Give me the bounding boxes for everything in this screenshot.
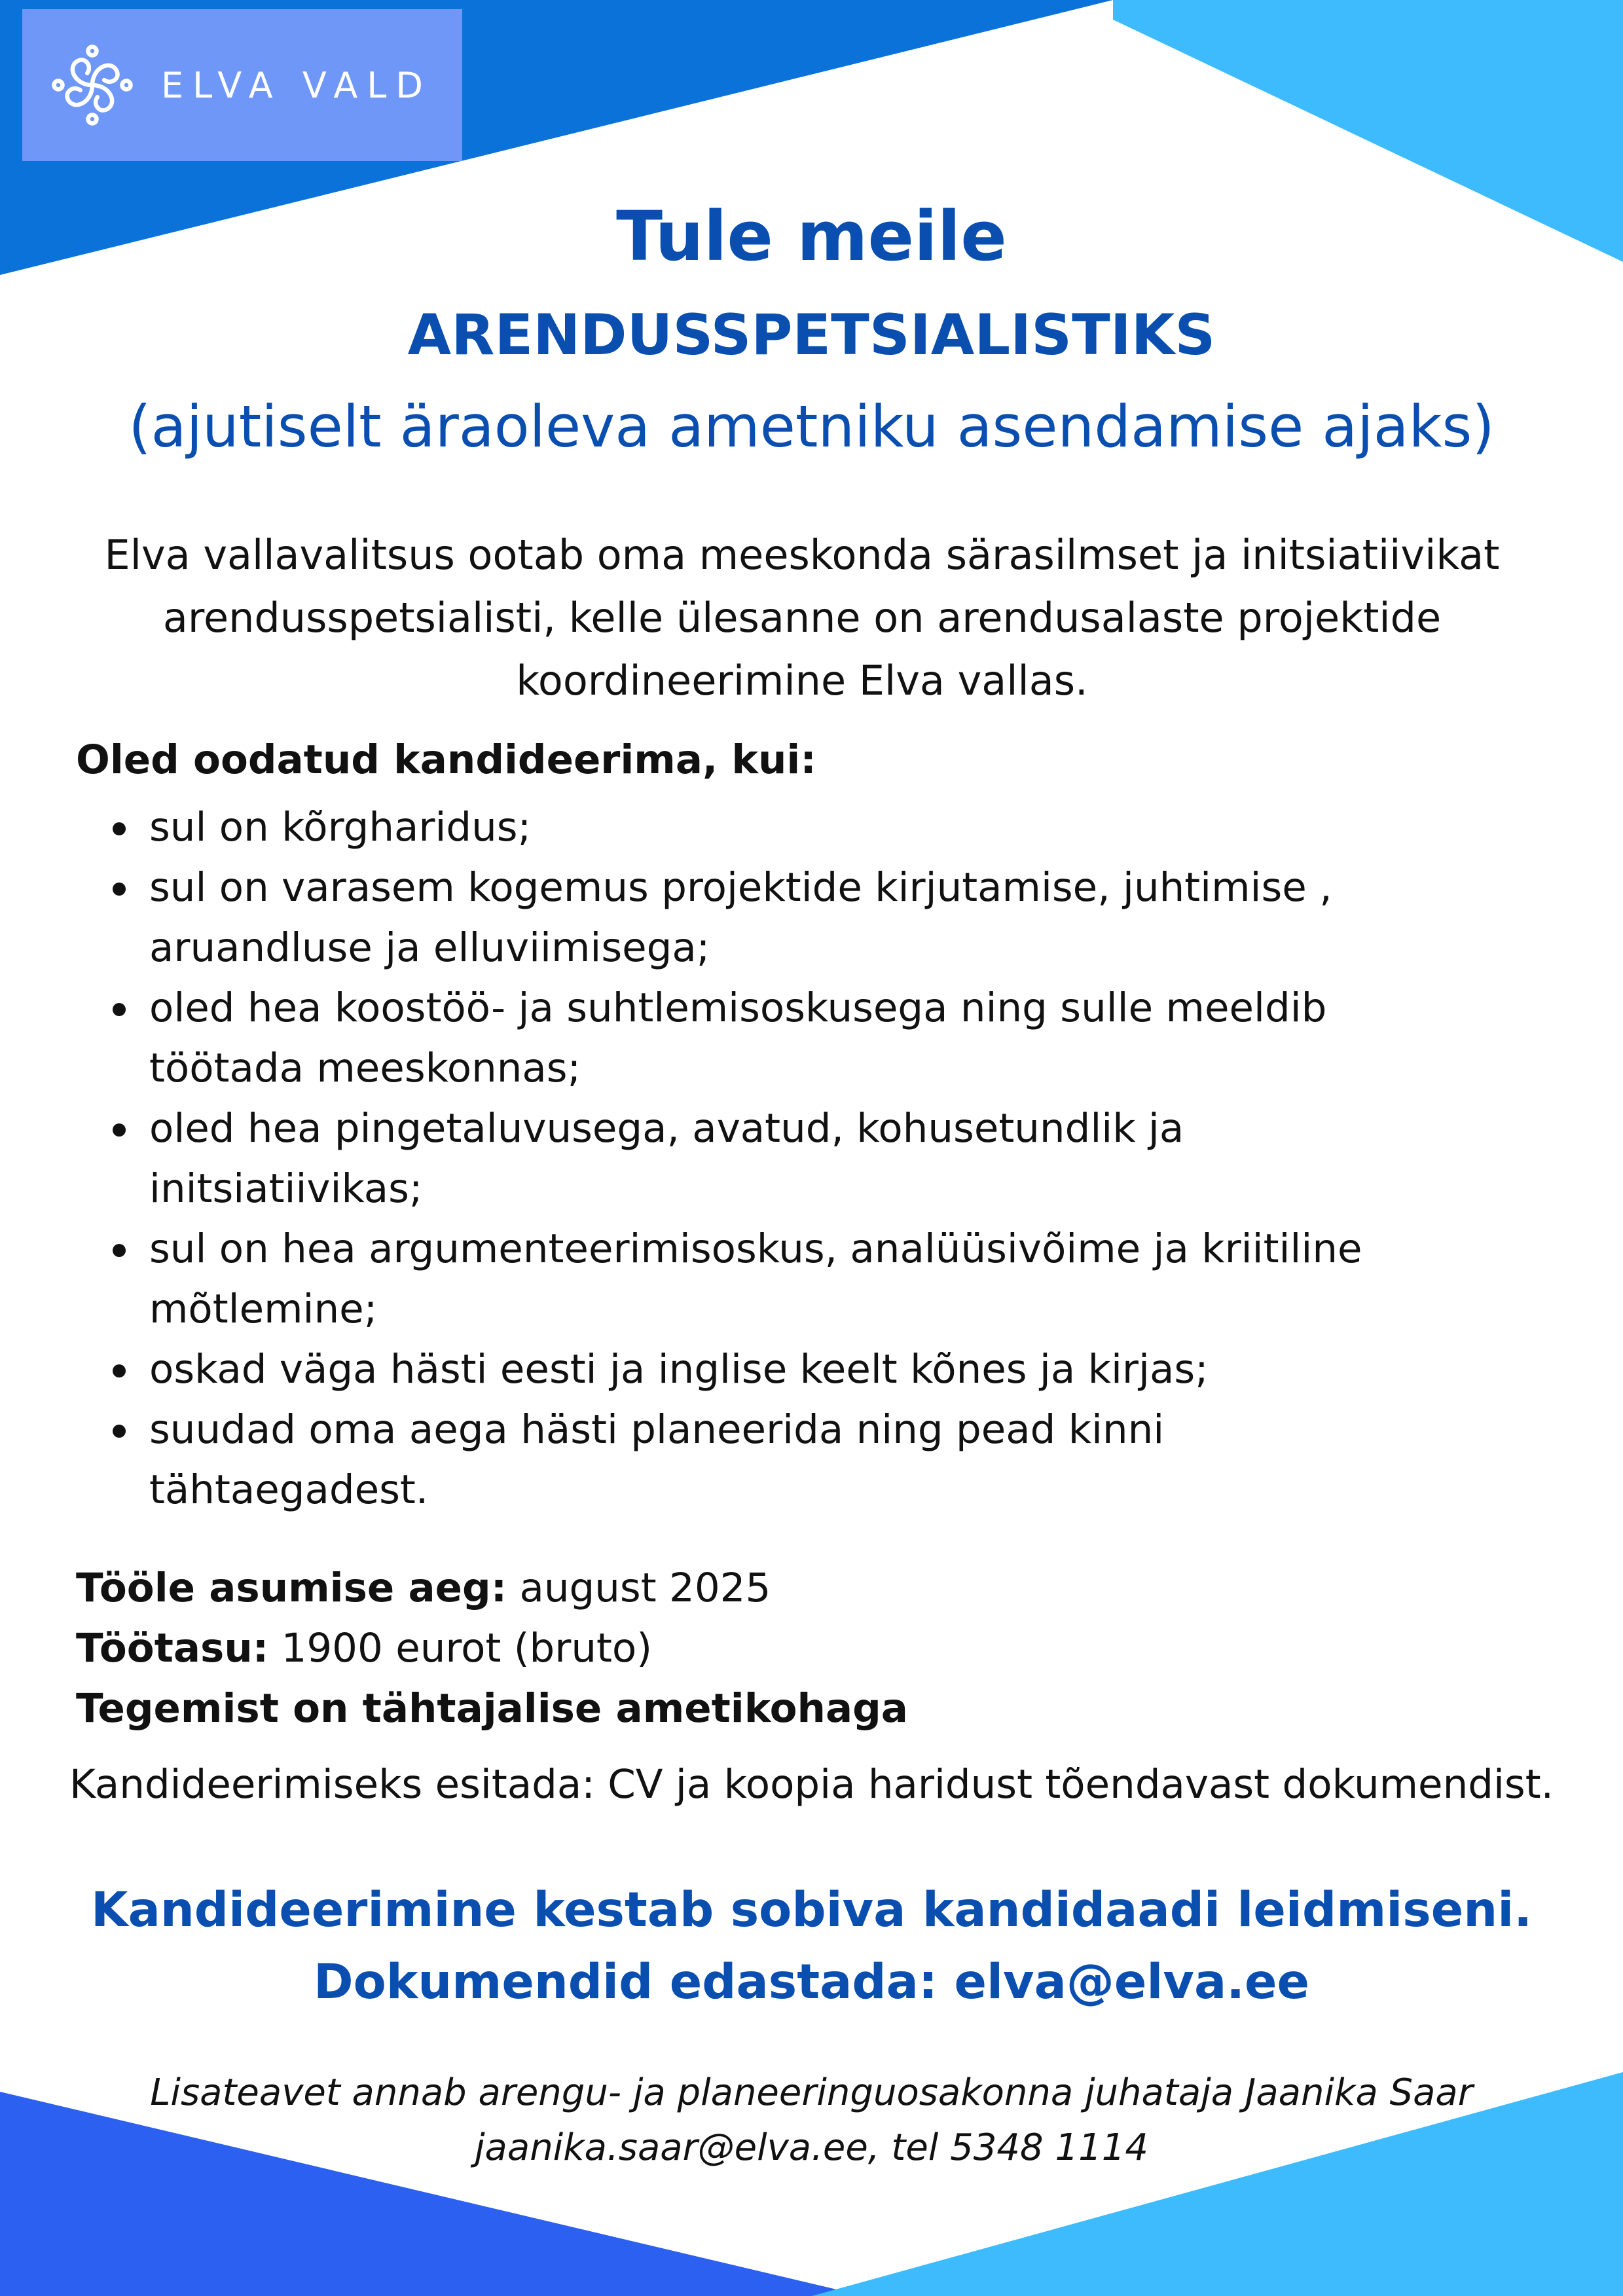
bullet-icon — [113, 883, 126, 896]
requirement-item — [76, 1219, 1459, 1339]
bullet-icon — [113, 1123, 126, 1137]
intro-line: koordineerimine Elva vallas. — [516, 657, 1088, 704]
logo-text: ELVA VALD — [161, 64, 432, 106]
requirement-text: mõtlemine; — [149, 1286, 378, 1332]
start-date-label: Tööle asumise aeg: — [76, 1565, 507, 1611]
requirement-text: aruandluse ja elluviimisega; — [149, 924, 710, 971]
cta-line-2: Dokumendid edastada: elva@elva.ee — [313, 1954, 1310, 2010]
start-date-row — [76, 1558, 771, 1618]
logo — [22, 9, 462, 161]
title-line-3: (ajutiselt äraoleva ametniku asendamise ajaks) — [128, 393, 1495, 460]
salary-row — [76, 1618, 652, 1679]
bullet-icon — [113, 1425, 126, 1438]
requirement-text: oskad väga hästi eesti ja inglise keelt kõnes ja kirjas; — [149, 1346, 1209, 1393]
start-date-value: august 2025 — [519, 1565, 771, 1611]
requirement-text: töötada meeskonnas; — [149, 1045, 581, 1091]
footer-line: Lisateavet annab arengu- ja planeeringuosakonna juhataja Jaanika Saar — [150, 2071, 1473, 2114]
requirement-item — [76, 858, 1459, 978]
intro-line: arendusspetsialisti, kelle ülesanne on arendusalaste projektide — [162, 594, 1442, 642]
requirements-list — [76, 797, 1516, 1520]
term-note-text: Tegemist on tähtajalise ametikohaga — [76, 1685, 908, 1732]
requirement-text: oled hea koostöö- ja suhtlemisoskusega ning sulle meeldib — [149, 985, 1327, 1031]
requirement-text: oled hea pingetaluvusega, avatud, kohusetundlik ja — [149, 1105, 1184, 1152]
requirement-text: suudad oma aega hästi planeerida ning pead kinni — [149, 1406, 1165, 1453]
requirement-item — [76, 1099, 1459, 1219]
requirement-item — [76, 1339, 1459, 1400]
intro-line: Elva vallavalitsus ootab oma meeskonda särasilmset ja initsiatiivikat — [104, 531, 1500, 579]
requirement-item — [76, 797, 1459, 858]
footer-contact-line: jaanika.saar@elva.ee, tel 5348 1114 — [475, 2126, 1148, 2169]
requirement-item — [76, 1400, 1459, 1520]
title-line-1: Tule meile — [616, 196, 1007, 276]
requirements-heading: Oled oodatud kandideerima, kui: — [76, 737, 816, 783]
requirement-text: sul on kõrgharidus; — [149, 804, 532, 850]
salary-label: Töötasu: — [76, 1625, 269, 1671]
requirement-text: sul on hea argumenteerimisoskus, analüüsivõime ja kriitiline — [149, 1226, 1362, 1272]
contact-footer — [0, 2066, 1623, 2176]
requirement-text: sul on varasem kogemus projektide kirjutamise, juhtimise , — [149, 864, 1332, 911]
requirement-text: initsiatiivikas; — [149, 1165, 423, 1212]
bullet-icon — [113, 822, 126, 835]
bullet-icon — [113, 1003, 126, 1016]
requirement-text: tähtaegadest. — [149, 1467, 429, 1513]
submit-documents-text: Kandideerimiseks esitada: CV ja koopia haridust tõendavast dokumendist. — [69, 1761, 1554, 1808]
elva-vald-emblem-icon — [50, 43, 135, 128]
intro-paragraph — [72, 524, 1532, 712]
term-note — [76, 1679, 908, 1739]
bullet-icon — [113, 1244, 126, 1257]
requirement-item — [76, 978, 1459, 1099]
cta-line-1: Kandideerimine kestab sobiva kandidaadi leidmiseni. — [91, 1882, 1532, 1938]
salary-value: 1900 eurot (bruto) — [281, 1625, 653, 1671]
bullet-icon — [113, 1364, 126, 1377]
title-line-2: ARENDUSSPETSIALISTIKS — [407, 302, 1216, 368]
